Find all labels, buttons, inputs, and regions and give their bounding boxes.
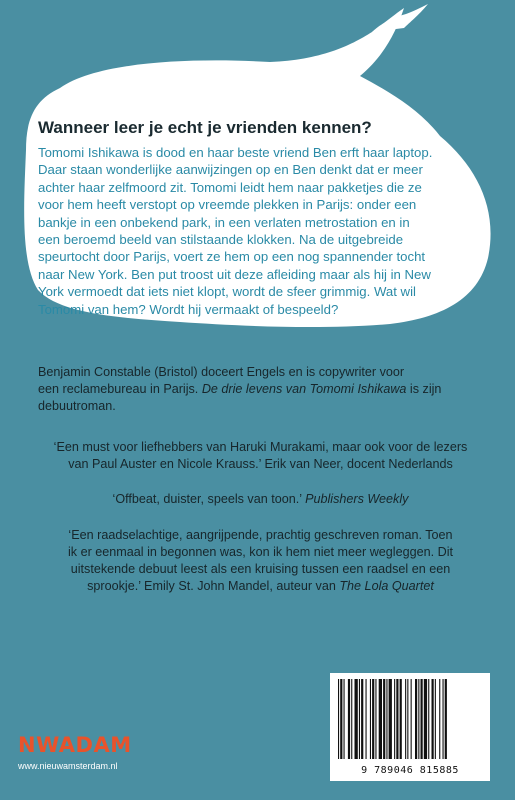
author-bio (38, 364, 483, 415)
barcode-bar (424, 679, 427, 759)
barcode-bar (351, 679, 352, 759)
blurb-line: Tomomi van hem? Wordt hij vermaakt of bespeeld? (38, 301, 339, 317)
bio-text: is zijn (406, 382, 442, 396)
quote-line: ik er eenmaal in begonnen was, kon ik hem niet meer wegleggen. Dit (67, 545, 454, 559)
barcode-bar (370, 679, 371, 759)
blurb-heading: Wanneer leer je echt je vrienden kennen? (38, 118, 372, 137)
barcode-bar (375, 679, 376, 759)
blurb-line: Tomomi Ishikawa is dood en haar beste vriend Ben erft haar laptop. (38, 145, 433, 160)
barcode-bar (386, 679, 387, 759)
barcode-bar (389, 679, 392, 759)
barcode (330, 673, 490, 781)
publisher-website: www.nieuwamsterdam.nl (18, 761, 118, 771)
barcode-bar (338, 679, 339, 759)
blurb-line: naar New York. Ben put troost uit deze afleiding maar als hij in New (38, 266, 431, 282)
blurb-line: achter haar zelfmoord zit. Tomomi leidt hem naar pakketjes die ze (38, 179, 422, 195)
blurb-body (38, 144, 468, 318)
quote-line (38, 578, 483, 595)
quote-line: ‘Een raadselachtige, aangrijpende, prachtig geschreven roman. Toen (68, 528, 453, 542)
barcode-bar (407, 679, 408, 759)
barcode-bar (418, 679, 419, 759)
barcode-bar (396, 679, 398, 759)
whale-blurb (38, 118, 468, 318)
blurb-line: voor hem heeft verstopt op vreemde plekken in Parijs: onder een (38, 197, 417, 213)
barcode-bar (443, 679, 444, 759)
barcode-bar (405, 679, 406, 759)
barcode-bar (359, 679, 360, 759)
barcode-bar (411, 679, 412, 759)
bio-line (38, 381, 483, 398)
bio-line: debuutroman. (38, 399, 116, 413)
barcode-bar (421, 679, 423, 759)
review-quote-2 (38, 491, 483, 508)
barcode-bar (344, 679, 345, 759)
review-quote-1 (38, 439, 483, 473)
barcode-bar (400, 679, 402, 759)
quote-source: Publishers Weekly (305, 492, 409, 506)
quote-text: sprookje.’ Emily St. John Mandel, auteur van (87, 579, 340, 593)
barcode-bar (428, 679, 429, 759)
publisher-logo: NWADAM (18, 733, 132, 757)
quote-text: ‘Offbeat, duister, speels van toon.’ (112, 492, 306, 506)
barcode-bar (415, 679, 417, 759)
blurb-line: een beroemd beeld van stilstaande klokken. Na de uitgebreide (38, 232, 404, 248)
barcode-bar (366, 679, 367, 759)
barcode-bar (445, 679, 447, 759)
blurb-line: speurtocht door Parijs, voert ze hem op een nog spannender tocht (38, 249, 426, 265)
quote-line: uitstekende debuut leest als een kruising tussen een raadsel en een (70, 562, 451, 576)
barcode-bar (432, 679, 434, 759)
isbn-number: 9 789046 815885 (361, 765, 459, 776)
barcode-bar (439, 679, 440, 759)
bio-text: een reclamebureau in Parijs. (38, 382, 199, 396)
barcode-bars (336, 679, 484, 759)
barcode-bar (435, 679, 436, 759)
blurb-line: bankje in een onbekend park, in een verlaten metrostation en in (38, 214, 410, 230)
quote-line: ‘Een must voor liefhebbers van Haruki Murakami, maar ook voor de lezers (53, 440, 468, 454)
barcode-bar (379, 679, 382, 759)
barcode-bar (383, 679, 385, 759)
quote-source: The Lola Quartet (339, 579, 434, 593)
review-quote-3 (38, 527, 483, 595)
bio-line: Benjamin Constable (Bristol) doceert Engels en is copywriter voor (38, 365, 405, 379)
book-title: De drie levens van Tomomi Ishikawa (201, 382, 407, 396)
barcode-bar (372, 679, 374, 759)
barcode-bar (340, 679, 342, 759)
barcode-bar (394, 679, 395, 759)
quote-line: van Paul Auster en Nicole Krauss.’ Erik van Neer, docent Nederlands (68, 457, 453, 471)
barcode-bar (348, 679, 350, 759)
blurb-line: Daar staan wonderlijke aanwijzingen op en Ben denkt dat er meer (38, 162, 423, 178)
blurb-line: York vermoedt dat iets niet klopt, wordt de sfeer grimmig. Wat wil (38, 284, 416, 300)
barcode-bar (361, 679, 363, 759)
barcode-bar (355, 679, 358, 759)
